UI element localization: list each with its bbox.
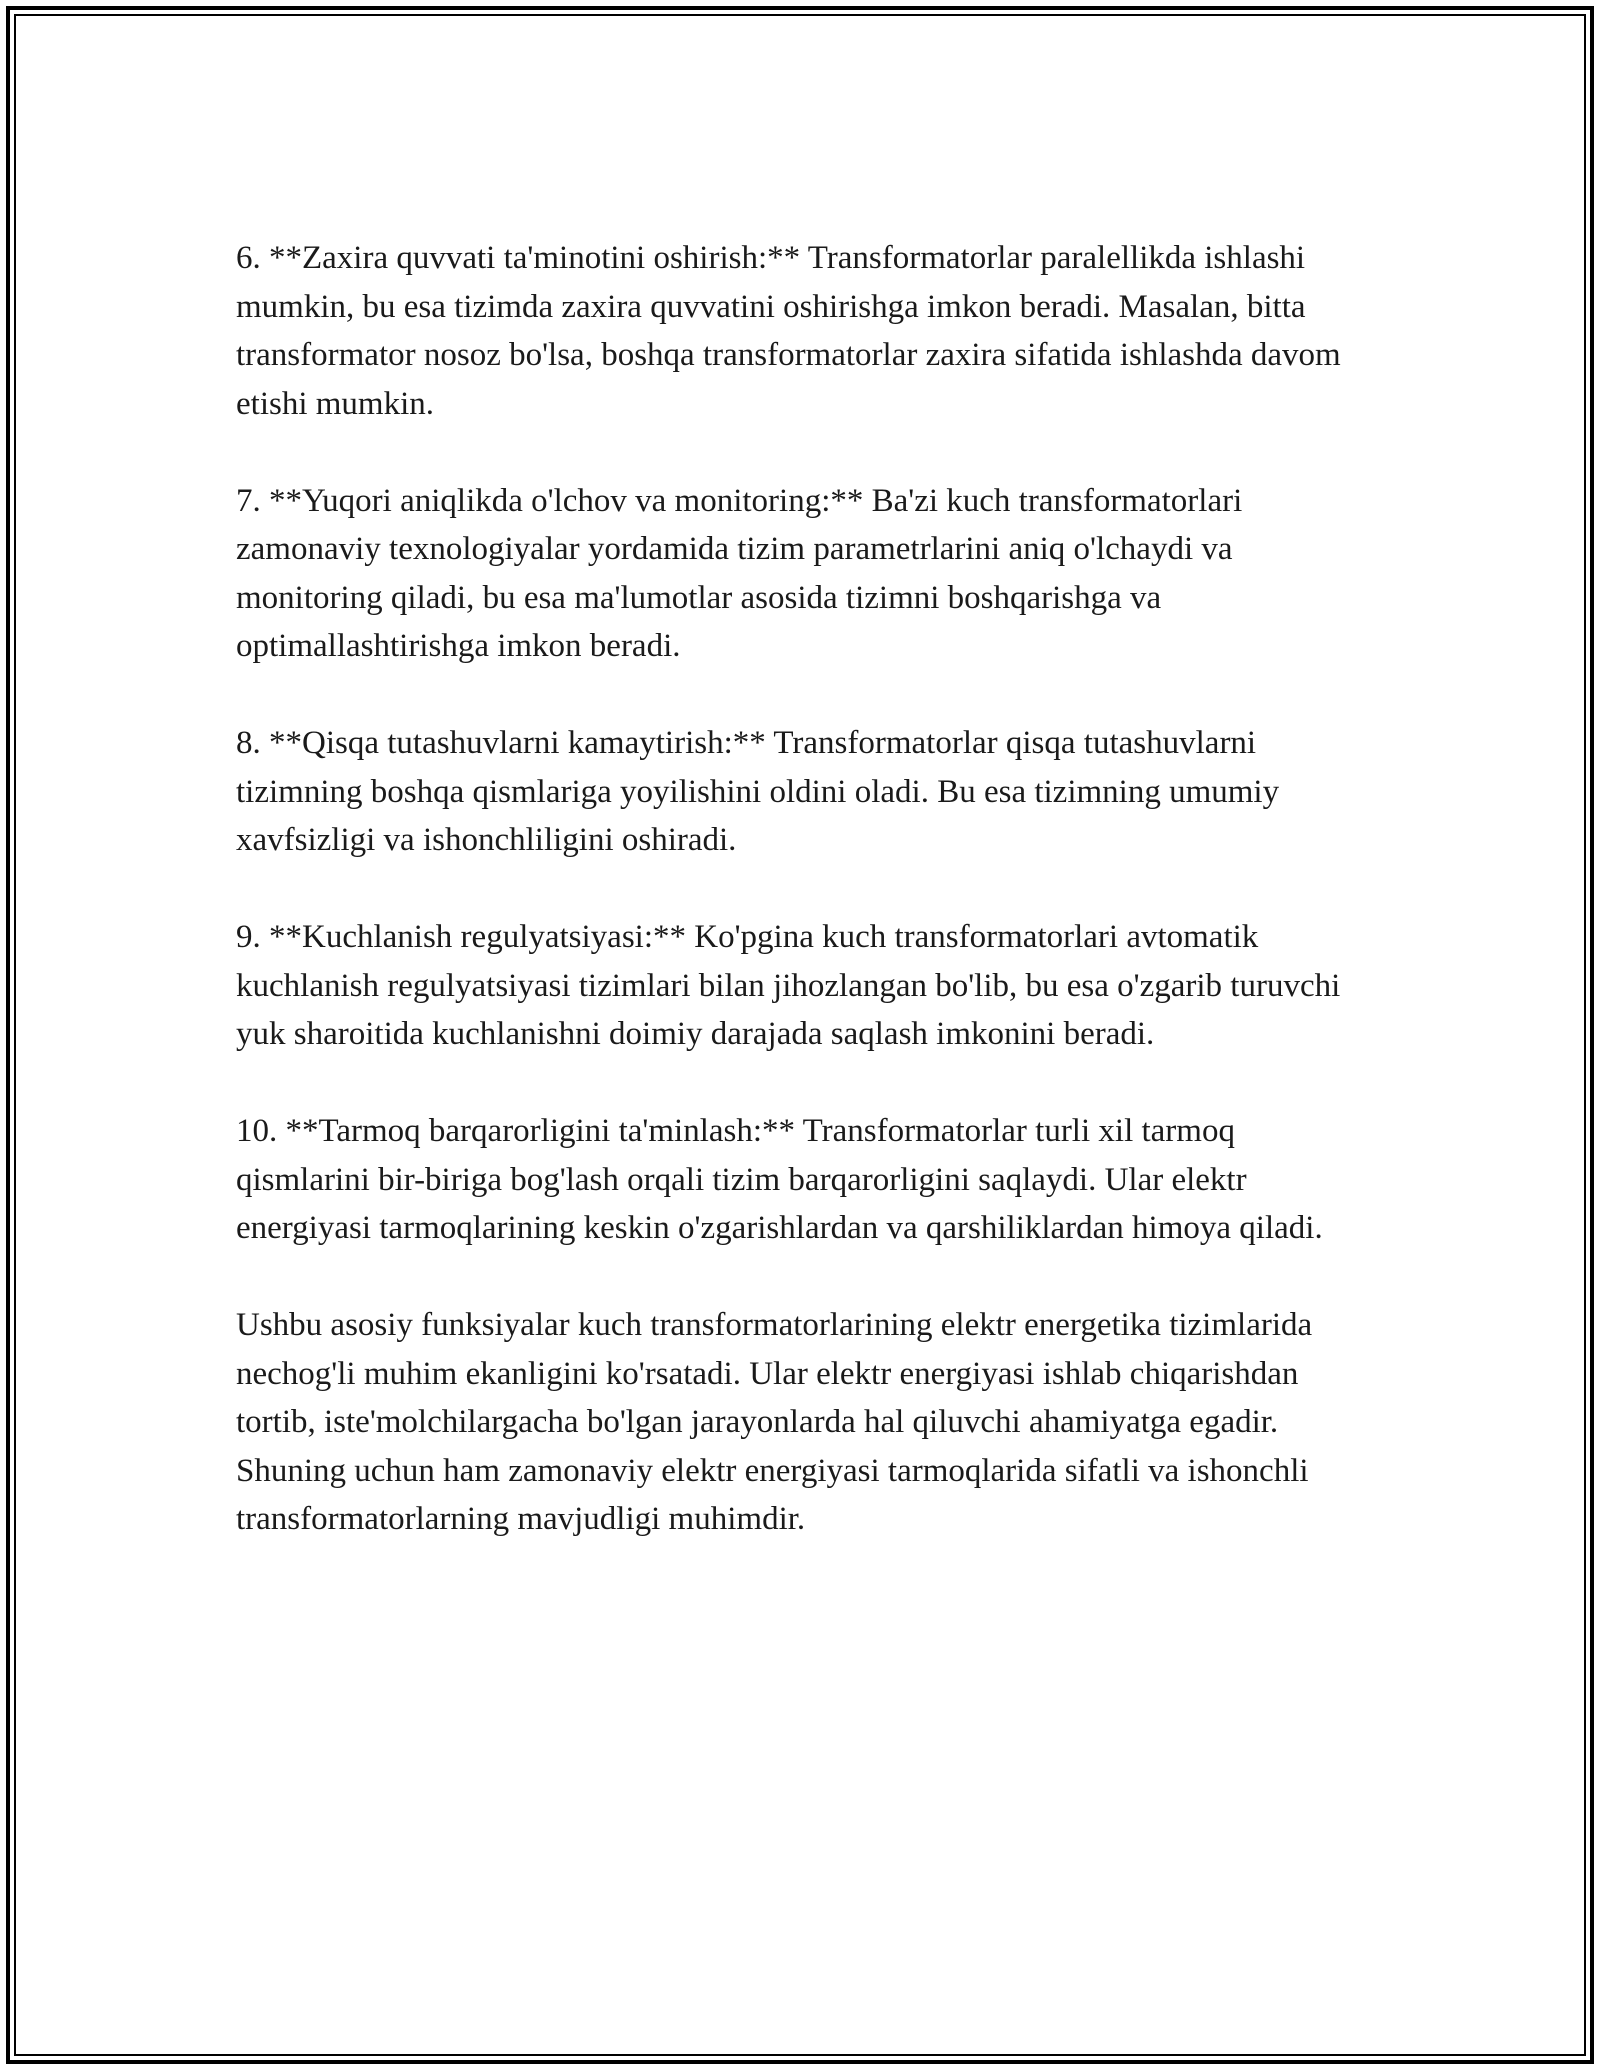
paragraph-item-8: 8. **Qisqa tutashuvlarni kamaytirish:** Transformatorlar qisqa tutashuvlarni tizimning boshqa qismlariga yoyilishini oldini oladi. Bu esa tizimning umumiy xavfsizligi va ishonchliligini oshiradi. bbox=[236, 725, 1280, 858]
paragraph-item-9: 9. **Kuchlanish regulyatsiyasi:** Ko'pgina kuch transformatorlari avtomatik kuchlanish regulyatsiyasi tizimlari bilan jihozlangan bo'lib, bu esa o'zgarib turuvchi yuk sharoitida kuchlanishni doimiy darajada saqlash imkonini beradi. bbox=[236, 919, 1341, 1052]
paragraph-conclusion: Ushbu asosiy funksiyalar kuch transformatorlarining elektr energetika tizimlarida nechog'li muhim ekanligini ko'rsatadi. Ular elektr energiyasi ishlab chiqarishdan tortib, iste'molchilargacha bo'lgan jarayonlarda hal qiluvchi ahamiyatga egadir. Shuning uchun ham zamonaviy elektr energiyasi tarmoqlarida sifatli va ishonchli transformatorlarning mavjudligi muhimdir. bbox=[236, 1307, 1313, 1537]
paragraph-item-6: 6. **Zaxira quvvati ta'minotini oshirish:** Transformatorlar paralellikda ishlashi mumkin, bu esa tizimda zaxira quvvatini oshirishga imkon beradi. Masalan, bitta transformator nosoz bo'lsa, boshqa transformatorlar zaxira sifatida ishlashda davom etishi mumkin. bbox=[236, 240, 1341, 422]
paragraph-item-7: 7. **Yuqori aniqlikda o'lchov va monitoring:** Ba'zi kuch transformatorlari zamonaviy texnologiyalar yordamida tizim parametrlarini aniq o'lchaydi va monitoring qiladi, bu esa ma'lumotlar asosida tizimni boshqarishga va optimallashtirishga imkon beradi. bbox=[236, 482, 1243, 664]
paragraph-item-10: 10. **Tarmoq barqarorligini ta'minlash:** Transformatorlar turli xil tarmoq qismlarini bir-biriga bog'lash orqali tizim barqarorligini saqlaydi. Ular elektr energiyasi tarmoqlarining keskin o'zgarishlardan va qarshiliklardan himoya qiladi. bbox=[236, 1113, 1323, 1246]
document-body bbox=[236, 234, 1376, 1592]
